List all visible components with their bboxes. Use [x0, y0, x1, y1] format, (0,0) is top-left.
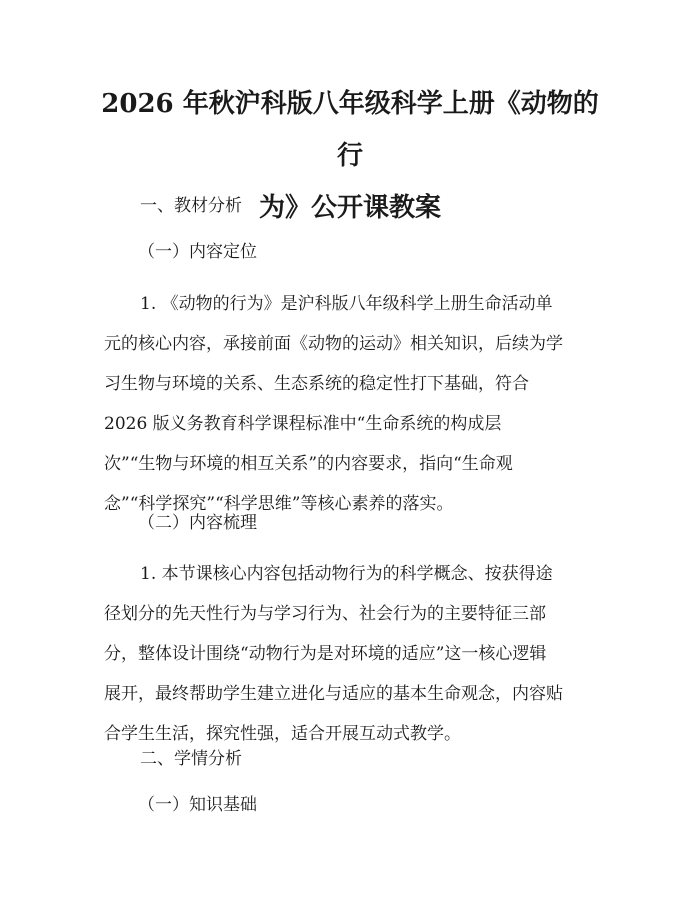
- paragraph-line: 次”“生物与环境的相互关系”的内容要求，指向“生命观: [104, 454, 513, 474]
- paragraph-content-outline: [104, 554, 604, 754]
- paragraph-line: 合学生生活，探究性强，适合开展互动式教学。: [104, 724, 461, 744]
- paragraph-content-positioning: [104, 284, 604, 524]
- paragraph-line: 2026 版义务教育科学课程标准中“生命系统的构成层: [104, 414, 502, 434]
- title-line-2: 为》公开课教案: [258, 193, 441, 223]
- paragraph-line: 念”“科学探究”“科学思维”等核心素养的落实。: [104, 494, 454, 514]
- paragraph-line: 展开，最终帮助学生建立进化与适应的基本生命观念，内容贴: [104, 684, 563, 704]
- paragraph-line: 1. 本节课核心内容包括动物行为的科学概念、按获得途: [140, 564, 553, 584]
- paragraph-line: 分，整体设计围绕“动物行为是对环境的适应”这一核心逻辑: [104, 644, 547, 664]
- paragraph-line: 元的核心内容，承接前面《动物的运动》相关知识，后续为学: [104, 334, 563, 354]
- title-line-1: 2026 年秋沪科版八年级科学上册《动物的行: [101, 89, 599, 171]
- paragraph-line: 径划分的先天性行为与学习行为、社会行为的主要特征三部: [104, 604, 546, 624]
- section-heading-learner-analysis: 二、学情分析: [140, 749, 242, 769]
- subsection-heading-knowledge-base: （一）知识基础: [138, 795, 257, 815]
- subsection-heading-content-outline: （二）内容梳理: [138, 513, 257, 533]
- subsection-heading-content-positioning: （一）内容定位: [138, 242, 257, 262]
- paragraph-line: 习生物与环境的关系、生态系统的稳定性打下基础，符合: [104, 374, 529, 394]
- section-heading-textbook-analysis: 一、教材分析: [140, 196, 242, 216]
- paragraph-line: 1. 《动物的行为》是沪科版八年级科学上册生命活动单: [140, 294, 553, 314]
